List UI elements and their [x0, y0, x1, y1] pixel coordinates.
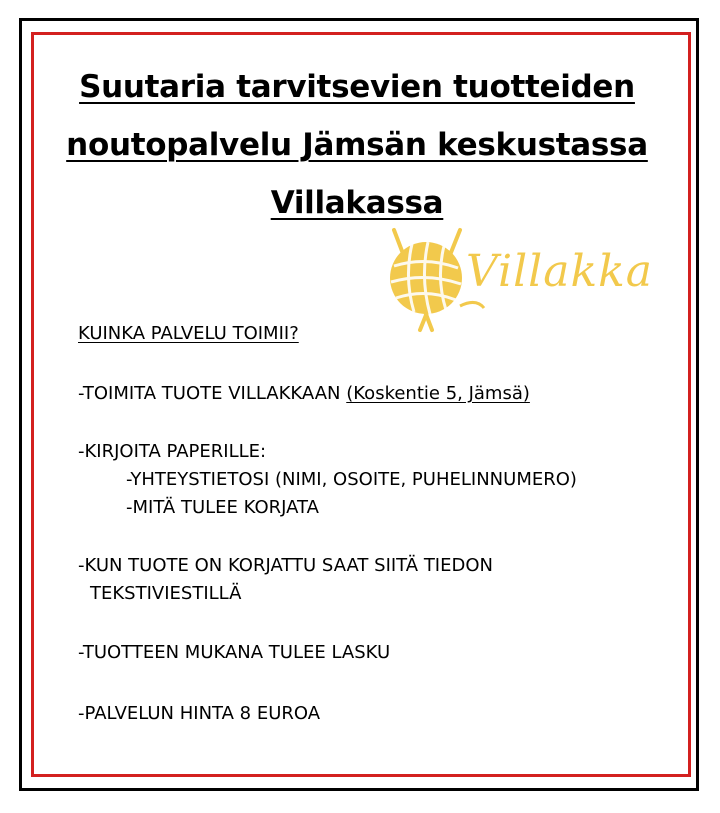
step-write: -KIRJOITA PAPERILLE: -YHTEYSTIETOSI (NIMI, OSOITE, PUHELINNUMERO) -MITÄ TULEE KORJATA [78, 438, 577, 522]
page-title [33, 58, 681, 232]
step-invoice: -TUOTTEEN MUKANA TULEE LASKU [78, 642, 391, 663]
logo-wordmark: Villakka [466, 246, 654, 297]
title-line-1: Suutaria tarvitsevien tuotteiden [79, 69, 635, 105]
step-price: -PALVELUN HINTA 8 EUROA [78, 703, 321, 724]
write-sub-contact: -YHTEYSTIETOSI (NIMI, OSOITE, PUHELINNUMERO) [126, 469, 577, 490]
step-deliver: -TOIMITA TUOTE VILLAKKAAN (Koskentie 5, Jämsä) [78, 383, 530, 404]
section-heading: KUINKA PALVELU TOIMII? [78, 323, 299, 344]
title-line-2: noutopalvelu Jämsän keskustassa [66, 127, 648, 163]
title-line-3: Villakassa [270, 185, 444, 221]
step-notify: -KUN TUOTE ON KORJATTU SAAT SIITÄ TIEDON TEKSTIVIESTILLÄ [78, 555, 493, 604]
write-sub-fix: -MITÄ TULEE KORJATA [126, 497, 319, 518]
address: (Koskentie 5, Jämsä) [346, 383, 530, 404]
